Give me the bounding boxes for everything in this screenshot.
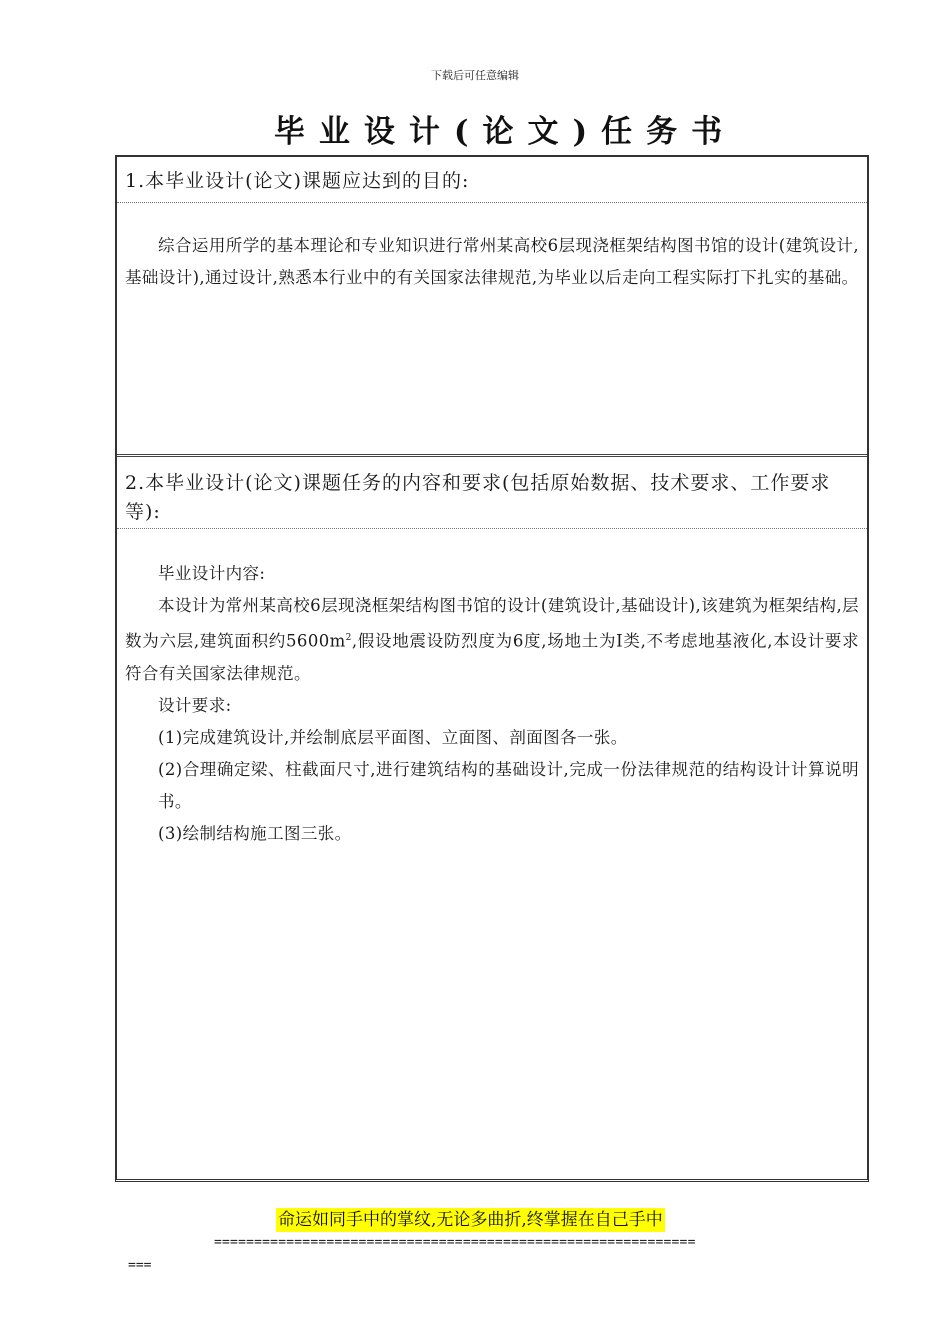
area-unit-superscript: 2 [345, 633, 352, 643]
section-purpose-heading: 1.本毕业设计(论文)课题应达到的目的: [117, 157, 867, 203]
header-note: 下载后可任意编辑 [431, 69, 519, 82]
requirements-label: 设计要求: [158, 695, 232, 715]
requirement-item: (3)绘制结构施工图三张。 [158, 823, 352, 843]
section-content-requirements [117, 460, 867, 1180]
section-content-heading: 2.本毕业设计(论文)课题任务的内容和要求(包括原始数据、技术要求、工作要求等): [117, 460, 867, 529]
content-paragraph [125, 590, 859, 690]
requirement-item: (1)完成建筑设计,并绘制底层平面图、立面图、剖面图各一张。 [158, 727, 628, 747]
section-purpose-text: 综合运用所学的基本理论和专业知识进行常州某高校6层现浇框架结构图书馆的设计(建筑设计,基础设计),通过设计,熟悉本行业中的有关国家法律规范,为毕业以后走向工程实际打下扎实的基础。 [125, 236, 859, 287]
footer-rule-line: ============================================================ [214, 1235, 696, 1250]
content-label: 毕业设计内容: [158, 564, 266, 583]
requirement-item: (2)合理确定梁、柱截面尺寸,进行建筑结构的基础设计,完成一份法律规范的结构设计计算说明书。 [158, 759, 859, 811]
content-text-a: 本设计为常州某高校6层现浇框架结构图书馆的设计(建筑设计,基础设计),该建筑为框架结构,层数为六层,建筑面积约5600m [125, 596, 859, 651]
footer-quote: 命运如同手中的掌纹,无论多曲折,终掌握在自己手中 [278, 1210, 663, 1230]
footer-rule-line: === [128, 1258, 152, 1273]
section-purpose [117, 157, 867, 457]
task-table [115, 155, 869, 1182]
section-content-body [117, 529, 867, 850]
content-text-b: ,假设地震设防烈度为6度,场地土为Ⅰ类,不考虑地基液化,本设计要求符合有关国家法律规范。 [125, 631, 859, 683]
document-title: 毕业设计(论文)任务书 [273, 114, 737, 150]
